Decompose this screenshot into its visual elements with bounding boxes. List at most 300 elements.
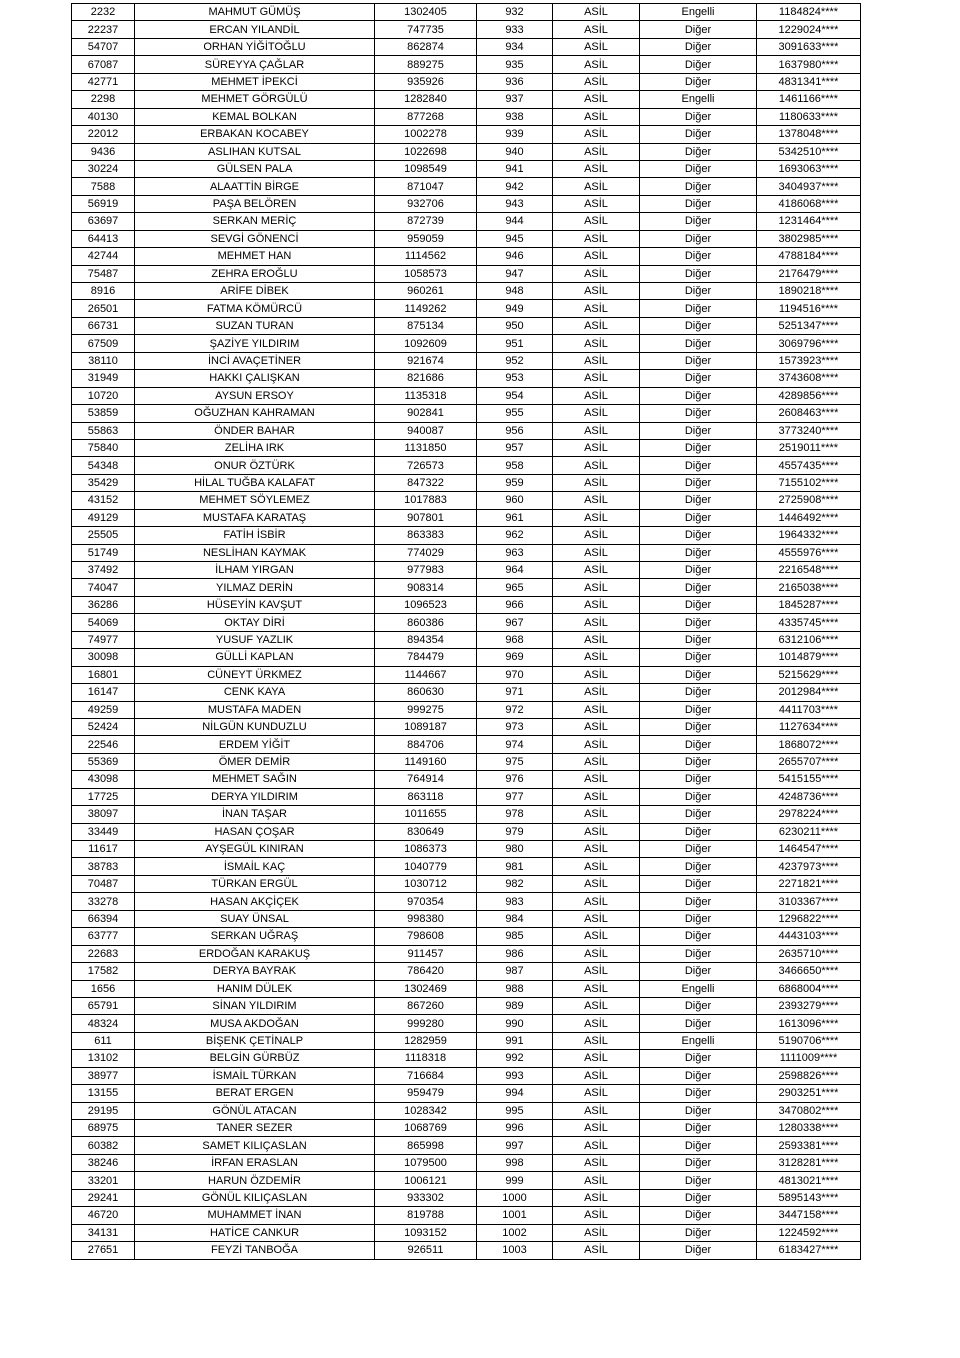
table-row [72, 753, 861, 770]
sequence-number-cell: 11617 [72, 841, 135, 858]
status-cell: ASİL [553, 91, 640, 108]
category-cell: Diğer [640, 875, 757, 892]
status-cell: ASİL [553, 1032, 640, 1049]
table-row [72, 1154, 861, 1171]
status-cell: ASİL [553, 213, 640, 230]
application-number-cell: 1149262 [375, 300, 477, 317]
masked-id-cell: 7155102**** [757, 474, 861, 491]
category-cell: Diğer [640, 596, 757, 613]
application-number-cell: 821686 [375, 370, 477, 387]
name-cell: HİLAL TUĞBA KALAFAT [135, 474, 375, 491]
masked-id-cell: 1845287**** [757, 596, 861, 613]
category-cell: Diğer [640, 195, 757, 212]
name-cell: AYŞEGÜL KINIRAN [135, 841, 375, 858]
table-row [72, 684, 861, 701]
sequence-number-cell: 16147 [72, 684, 135, 701]
status-cell: ASİL [553, 875, 640, 892]
application-number-cell: 999275 [375, 701, 477, 718]
masked-id-cell: 1184824**** [757, 4, 861, 21]
status-cell: ASİL [553, 1137, 640, 1154]
table-row [72, 1085, 861, 1102]
table-row [72, 317, 861, 334]
application-number-cell: 970354 [375, 893, 477, 910]
status-cell: ASİL [553, 4, 640, 21]
name-cell: DERYA YILDIRIM [135, 788, 375, 805]
rank-cell: 934 [477, 38, 553, 55]
table-row [72, 73, 861, 90]
table-row [72, 56, 861, 73]
status-cell: ASİL [553, 474, 640, 491]
name-cell: ZEHRA EROĞLU [135, 265, 375, 282]
table-row [72, 335, 861, 352]
masked-id-cell: 6230211**** [757, 823, 861, 840]
application-number-cell: 830649 [375, 823, 477, 840]
sequence-number-cell: 74047 [72, 579, 135, 596]
application-number-cell: 935926 [375, 73, 477, 90]
rank-cell: 941 [477, 160, 553, 177]
masked-id-cell: 1446492**** [757, 509, 861, 526]
table-row [72, 649, 861, 666]
application-number-cell: 999280 [375, 1015, 477, 1032]
application-number-cell: 1058573 [375, 265, 477, 282]
name-cell: OKTAY DİRİ [135, 614, 375, 631]
category-cell: Diğer [640, 457, 757, 474]
table-row [72, 910, 861, 927]
application-number-cell: 894354 [375, 631, 477, 648]
rank-cell: 973 [477, 718, 553, 735]
category-cell: Diğer [640, 509, 757, 526]
rank-cell: 991 [477, 1032, 553, 1049]
category-cell: Diğer [640, 701, 757, 718]
name-cell: FATMA KÖMÜRCÜ [135, 300, 375, 317]
masked-id-cell: 1014879**** [757, 649, 861, 666]
table-row [72, 1102, 861, 1119]
application-number-cell: 1131850 [375, 439, 477, 456]
masked-id-cell: 3773240**** [757, 422, 861, 439]
sequence-number-cell: 1656 [72, 980, 135, 997]
masked-id-cell: 4237973**** [757, 858, 861, 875]
status-cell: ASİL [553, 1154, 640, 1171]
sequence-number-cell: 67509 [72, 335, 135, 352]
name-cell: HATİCE CANKUR [135, 1224, 375, 1241]
name-cell: AYSUN ERSOY [135, 387, 375, 404]
application-number-cell: 1302469 [375, 980, 477, 997]
name-cell: DERYA BAYRAK [135, 963, 375, 980]
application-number-cell: 902841 [375, 405, 477, 422]
name-cell: ERDEM YİĞİT [135, 736, 375, 753]
masked-id-cell: 2393279**** [757, 997, 861, 1014]
name-cell: BİŞENK ÇETİNALP [135, 1032, 375, 1049]
sequence-number-cell: 40130 [72, 108, 135, 125]
rank-cell: 936 [477, 73, 553, 90]
rank-cell: 953 [477, 370, 553, 387]
sequence-number-cell: 38097 [72, 806, 135, 823]
table-row [72, 823, 861, 840]
name-cell: SERKAN MERİÇ [135, 213, 375, 230]
name-cell: NİLGÜN KUNDUZLU [135, 718, 375, 735]
status-cell: ASİL [553, 718, 640, 735]
masked-id-cell: 4411703**** [757, 701, 861, 718]
status-cell: ASİL [553, 300, 640, 317]
category-cell: Diğer [640, 806, 757, 823]
category-cell: Diğer [640, 1137, 757, 1154]
sequence-number-cell: 75840 [72, 439, 135, 456]
name-cell: SUZAN TURAN [135, 317, 375, 334]
name-cell: İLHAM YIRGAN [135, 562, 375, 579]
sequence-number-cell: 30098 [72, 649, 135, 666]
masked-id-cell: 1224592**** [757, 1224, 861, 1241]
name-cell: KEMAL BOLKAN [135, 108, 375, 125]
category-cell: Diğer [640, 73, 757, 90]
category-cell: Diğer [640, 893, 757, 910]
category-cell: Diğer [640, 841, 757, 858]
rank-cell: 989 [477, 997, 553, 1014]
sequence-number-cell: 33278 [72, 893, 135, 910]
status-cell: ASİL [553, 21, 640, 38]
table-row [72, 544, 861, 561]
status-cell: ASİL [553, 160, 640, 177]
category-cell: Engelli [640, 91, 757, 108]
status-cell: ASİL [553, 910, 640, 927]
table-row [72, 126, 861, 143]
table-row [72, 1067, 861, 1084]
table-row [72, 997, 861, 1014]
rank-cell: 980 [477, 841, 553, 858]
sequence-number-cell: 17725 [72, 788, 135, 805]
sequence-number-cell: 55369 [72, 753, 135, 770]
sequence-number-cell: 42744 [72, 248, 135, 265]
application-number-cell: 1098549 [375, 160, 477, 177]
name-cell: İSMAİL KAÇ [135, 858, 375, 875]
application-number-cell: 932706 [375, 195, 477, 212]
application-number-cell: 1096523 [375, 596, 477, 613]
status-cell: ASİL [553, 1172, 640, 1189]
category-cell: Diğer [640, 56, 757, 73]
name-cell: MEHMET İPEKCİ [135, 73, 375, 90]
sequence-number-cell: 13102 [72, 1050, 135, 1067]
table-row [72, 701, 861, 718]
table-row [72, 596, 861, 613]
name-cell: HÜSEYİN KAVŞUT [135, 596, 375, 613]
rank-cell: 984 [477, 910, 553, 927]
table-row [72, 370, 861, 387]
table-row [72, 1207, 861, 1224]
name-cell: HANIM DÜLEK [135, 980, 375, 997]
category-cell: Diğer [640, 1224, 757, 1241]
masked-id-cell: 3470802**** [757, 1102, 861, 1119]
status-cell: ASİL [553, 492, 640, 509]
status-cell: ASİL [553, 265, 640, 282]
masked-id-cell: 1613096**** [757, 1015, 861, 1032]
table-row [72, 718, 861, 735]
status-cell: ASİL [553, 178, 640, 195]
application-number-cell: 774029 [375, 544, 477, 561]
name-cell: MUHAMMET İNAN [135, 1207, 375, 1224]
sequence-number-cell: 49259 [72, 701, 135, 718]
status-cell: ASİL [553, 1189, 640, 1206]
name-cell: ALAATTİN BİRGE [135, 178, 375, 195]
masked-id-cell: 1461166**** [757, 91, 861, 108]
masked-id-cell: 2655707**** [757, 753, 861, 770]
sequence-number-cell: 7588 [72, 178, 135, 195]
rank-cell: 952 [477, 352, 553, 369]
category-cell: Diğer [640, 579, 757, 596]
name-cell: İSMAİL TÜRKAN [135, 1067, 375, 1084]
sequence-number-cell: 33201 [72, 1172, 135, 1189]
masked-id-cell: 4831341**** [757, 73, 861, 90]
table-row [72, 928, 861, 945]
status-cell: ASİL [553, 649, 640, 666]
rank-cell: 981 [477, 858, 553, 875]
sequence-number-cell: 37492 [72, 562, 135, 579]
sequence-number-cell: 51749 [72, 544, 135, 561]
application-number-cell: 871047 [375, 178, 477, 195]
table-row [72, 213, 861, 230]
sequence-number-cell: 46720 [72, 1207, 135, 1224]
sequence-number-cell: 17582 [72, 963, 135, 980]
category-cell: Diğer [640, 352, 757, 369]
category-cell: Diğer [640, 143, 757, 160]
application-number-cell: 867260 [375, 997, 477, 1014]
masked-id-cell: 1868072**** [757, 736, 861, 753]
name-cell: ÖNDER BAHAR [135, 422, 375, 439]
sequence-number-cell: 42771 [72, 73, 135, 90]
category-cell: Diğer [640, 788, 757, 805]
rank-cell: 951 [477, 335, 553, 352]
table-row [72, 1189, 861, 1206]
table-row [72, 160, 861, 177]
category-cell: Diğer [640, 1172, 757, 1189]
status-cell: ASİL [553, 963, 640, 980]
rank-cell: 940 [477, 143, 553, 160]
masked-id-cell: 2725908**** [757, 492, 861, 509]
category-cell: Diğer [640, 649, 757, 666]
rank-cell: 998 [477, 1154, 553, 1171]
masked-id-cell: 4788184**** [757, 248, 861, 265]
application-number-cell: 959059 [375, 230, 477, 247]
rank-cell: 1000 [477, 1189, 553, 1206]
sequence-number-cell: 64413 [72, 230, 135, 247]
status-cell: ASİL [553, 771, 640, 788]
sequence-number-cell: 26501 [72, 300, 135, 317]
table-row [72, 509, 861, 526]
status-cell: ASİL [553, 893, 640, 910]
table-row [72, 631, 861, 648]
application-number-cell: 1302405 [375, 4, 477, 21]
masked-id-cell: 1573923**** [757, 352, 861, 369]
application-number-cell: 884706 [375, 736, 477, 753]
sequence-number-cell: 54707 [72, 38, 135, 55]
rank-cell: 964 [477, 562, 553, 579]
status-cell: ASİL [553, 614, 640, 631]
status-cell: ASİL [553, 352, 640, 369]
sequence-number-cell: 38110 [72, 352, 135, 369]
application-number-cell: 977983 [375, 562, 477, 579]
category-cell: Diğer [640, 614, 757, 631]
status-cell: ASİL [553, 701, 640, 718]
masked-id-cell: 2165038**** [757, 579, 861, 596]
table-row [72, 457, 861, 474]
name-cell: MUSTAFA KARATAŞ [135, 509, 375, 526]
name-cell: CÜNEYT ÜRKMEZ [135, 666, 375, 683]
name-cell: GÖNÜL KILIÇASLAN [135, 1189, 375, 1206]
application-number-cell: 1282840 [375, 91, 477, 108]
rank-cell: 959 [477, 474, 553, 491]
masked-id-cell: 4557435**** [757, 457, 861, 474]
table-row [72, 352, 861, 369]
category-cell: Diğer [640, 684, 757, 701]
table-row [72, 980, 861, 997]
rank-cell: 967 [477, 614, 553, 631]
category-cell: Diğer [640, 631, 757, 648]
sequence-number-cell: 611 [72, 1032, 135, 1049]
status-cell: ASİL [553, 405, 640, 422]
sequence-number-cell: 2232 [72, 4, 135, 21]
masked-id-cell: 1127634**** [757, 718, 861, 735]
masked-id-cell: 2635710**** [757, 945, 861, 962]
status-cell: ASİL [553, 1120, 640, 1137]
rank-cell: 992 [477, 1050, 553, 1067]
candidate-results-table [71, 3, 861, 1260]
sequence-number-cell: 63697 [72, 213, 135, 230]
application-number-cell: 786420 [375, 963, 477, 980]
table-row [72, 195, 861, 212]
rank-cell: 947 [477, 265, 553, 282]
application-number-cell: 819788 [375, 1207, 477, 1224]
name-cell: SUAY ÜNSAL [135, 910, 375, 927]
rank-cell: 996 [477, 1120, 553, 1137]
table-row [72, 4, 861, 21]
status-cell: ASİL [553, 457, 640, 474]
masked-id-cell: 2216548**** [757, 562, 861, 579]
name-cell: TANER SEZER [135, 1120, 375, 1137]
sequence-number-cell: 70487 [72, 875, 135, 892]
status-cell: ASİL [553, 1102, 640, 1119]
masked-id-cell: 1111009**** [757, 1050, 861, 1067]
table-row [72, 806, 861, 823]
masked-id-cell: 4335745**** [757, 614, 861, 631]
masked-id-cell: 1296822**** [757, 910, 861, 927]
table-row [72, 858, 861, 875]
rank-cell: 938 [477, 108, 553, 125]
status-cell: ASİL [553, 544, 640, 561]
name-cell: HARUN ÖZDEMİR [135, 1172, 375, 1189]
application-number-cell: 865998 [375, 1137, 477, 1154]
masked-id-cell: 3802985**** [757, 230, 861, 247]
application-number-cell: 933302 [375, 1189, 477, 1206]
table-row [72, 405, 861, 422]
status-cell: ASİL [553, 997, 640, 1014]
category-cell: Diğer [640, 910, 757, 927]
status-cell: ASİL [553, 1224, 640, 1241]
sequence-number-cell: 63777 [72, 928, 135, 945]
application-number-cell: 716684 [375, 1067, 477, 1084]
status-cell: ASİL [553, 631, 640, 648]
category-cell: Diğer [640, 1067, 757, 1084]
status-cell: ASİL [553, 248, 640, 265]
rank-cell: 965 [477, 579, 553, 596]
table-row [72, 492, 861, 509]
table-row [72, 474, 861, 491]
name-cell: FEYZİ TANBOĞA [135, 1242, 375, 1259]
sequence-number-cell: 38783 [72, 858, 135, 875]
sequence-number-cell: 66394 [72, 910, 135, 927]
rank-cell: 948 [477, 283, 553, 300]
table-row [72, 875, 861, 892]
name-cell: MUSTAFA MADEN [135, 701, 375, 718]
status-cell: ASİL [553, 195, 640, 212]
name-cell: MUSA AKDOĞAN [135, 1015, 375, 1032]
rank-cell: 978 [477, 806, 553, 823]
name-cell: BELGİN GÜRBÜZ [135, 1050, 375, 1067]
sequence-number-cell: 9436 [72, 143, 135, 160]
masked-id-cell: 5190706**** [757, 1032, 861, 1049]
rank-cell: 943 [477, 195, 553, 212]
name-cell: HASAN AKÇİÇEK [135, 893, 375, 910]
application-number-cell: 1093152 [375, 1224, 477, 1241]
table-row [72, 736, 861, 753]
status-cell: ASİL [553, 928, 640, 945]
status-cell: ASİL [553, 823, 640, 840]
status-cell: ASİL [553, 1207, 640, 1224]
rank-cell: 950 [477, 317, 553, 334]
table-row [72, 108, 861, 125]
rank-cell: 942 [477, 178, 553, 195]
rank-cell: 1002 [477, 1224, 553, 1241]
name-cell: CENK KAYA [135, 684, 375, 701]
application-number-cell: 1144667 [375, 666, 477, 683]
status-cell: ASİL [553, 596, 640, 613]
category-cell: Diğer [640, 562, 757, 579]
sequence-number-cell: 16801 [72, 666, 135, 683]
name-cell: İRFAN ERASLAN [135, 1154, 375, 1171]
application-number-cell: 926511 [375, 1242, 477, 1259]
masked-id-cell: 5215629**** [757, 666, 861, 683]
status-cell: ASİL [553, 1242, 640, 1259]
table-row [72, 1137, 861, 1154]
rank-cell: 963 [477, 544, 553, 561]
application-number-cell: 1079500 [375, 1154, 477, 1171]
table-row [72, 1120, 861, 1137]
masked-id-cell: 5251347**** [757, 317, 861, 334]
category-cell: Diğer [640, 753, 757, 770]
application-number-cell: 907801 [375, 509, 477, 526]
sequence-number-cell: 56919 [72, 195, 135, 212]
name-cell: FATİH İSBİR [135, 527, 375, 544]
application-number-cell: 798608 [375, 928, 477, 945]
category-cell: Diğer [640, 370, 757, 387]
name-cell: HAKKI ÇALIŞKAN [135, 370, 375, 387]
application-number-cell: 1022698 [375, 143, 477, 160]
sequence-number-cell: 38246 [72, 1154, 135, 1171]
category-cell: Diğer [640, 945, 757, 962]
application-number-cell: 863118 [375, 788, 477, 805]
sequence-number-cell: 48324 [72, 1015, 135, 1032]
name-cell: ERBAKAN KOCABEY [135, 126, 375, 143]
masked-id-cell: 1637980**** [757, 56, 861, 73]
name-cell: BERAT ERGEN [135, 1085, 375, 1102]
masked-id-cell: 3069796**** [757, 335, 861, 352]
category-cell: Diğer [640, 1154, 757, 1171]
table-row [72, 300, 861, 317]
application-number-cell: 1135318 [375, 387, 477, 404]
table-row [72, 230, 861, 247]
status-cell: ASİL [553, 108, 640, 125]
rank-cell: 972 [477, 701, 553, 718]
table-row [72, 265, 861, 282]
category-cell: Diğer [640, 335, 757, 352]
table-row [72, 38, 861, 55]
